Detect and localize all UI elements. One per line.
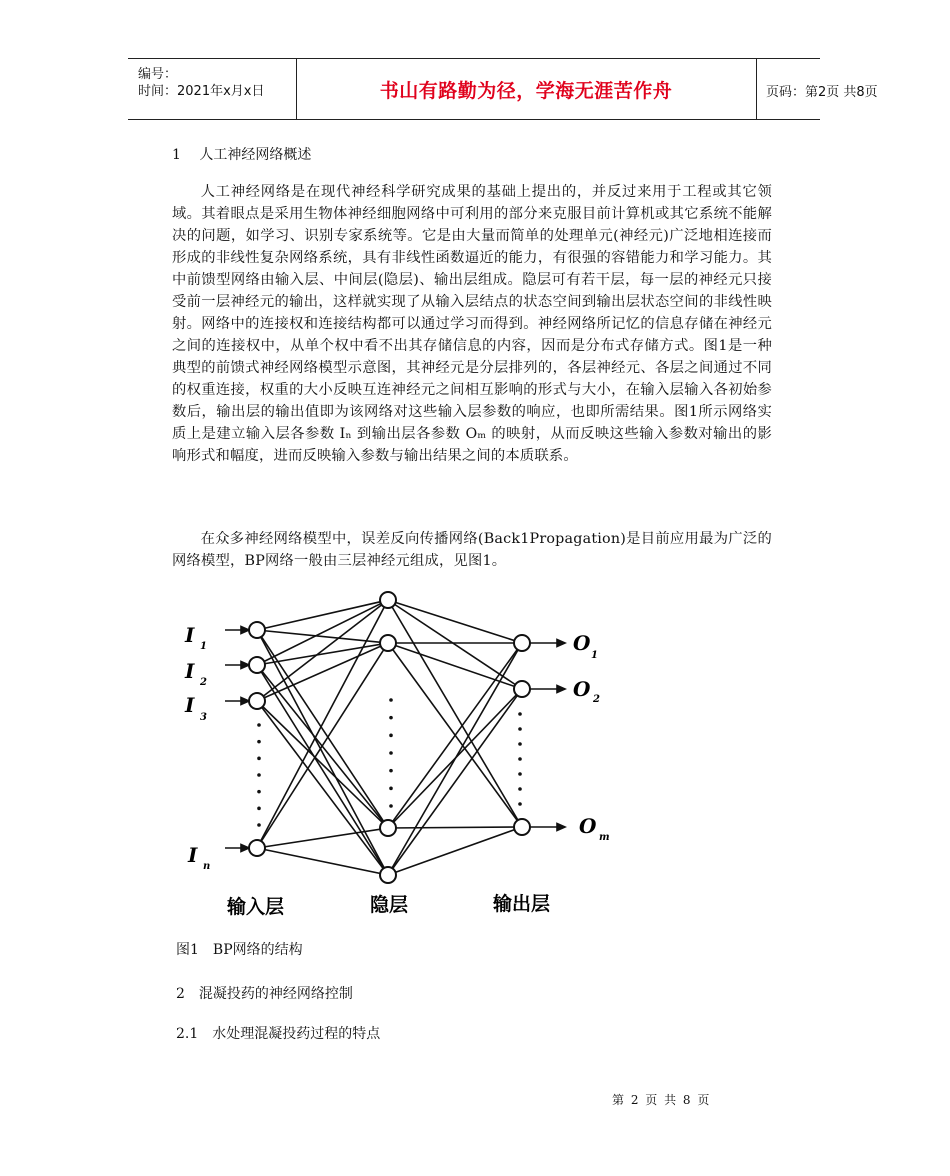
connection-line: [388, 600, 522, 689]
time-label: 时间：2021年x月x日: [138, 84, 265, 99]
ellipsis-dot: [257, 723, 261, 727]
input-arrow-head: [241, 662, 249, 669]
bp-network-diagram: [175, 578, 625, 928]
connection-line: [388, 827, 522, 875]
ellipsis-dots: [257, 698, 522, 827]
page-footer: 第 2 页 共 8 页: [612, 1093, 710, 1107]
section-2-title: 2 混凝投药的神经网络控制: [176, 986, 353, 1002]
ellipsis-dot: [389, 734, 393, 738]
ellipsis-dot: [389, 698, 393, 702]
input-neuron: [249, 657, 265, 673]
output-arrow-head: [557, 824, 565, 831]
input-sub-n: n: [203, 861, 211, 872]
input-label-3: I: [185, 693, 195, 717]
ellipsis-dot: [518, 787, 522, 791]
output-label-2: O: [573, 677, 591, 701]
ellipsis-dot: [518, 772, 522, 776]
input-labels: [184, 623, 210, 872]
output-label-1: O: [573, 631, 591, 655]
connection-line: [257, 643, 388, 665]
input-label-n: I: [188, 843, 198, 867]
connection-line: [388, 827, 522, 828]
connection-line: [257, 701, 388, 875]
ellipsis-dot: [518, 742, 522, 746]
connection-line: [257, 643, 388, 701]
output-neuron: [514, 681, 530, 697]
output-labels: [573, 631, 610, 843]
ellipsis-dot: [257, 823, 261, 827]
ellipsis-dot: [257, 773, 261, 777]
hidden-neuron: [380, 592, 396, 608]
input-neuron: [249, 622, 265, 638]
hidden-neuron: [380, 820, 396, 836]
input-sub-1: 1: [200, 641, 207, 652]
connection-line: [257, 643, 388, 848]
ellipsis-dot: [389, 769, 393, 773]
connection-line: [257, 848, 388, 875]
output-neuron: [514, 635, 530, 651]
layer-labels: [226, 892, 550, 918]
input-neuron: [249, 693, 265, 709]
number-label: 编号：: [138, 67, 178, 82]
ellipsis-dot: [518, 757, 522, 761]
output-arrow-head: [557, 686, 565, 693]
ellipsis-dot: [257, 807, 261, 811]
connection-line: [388, 600, 522, 827]
connection-line: [257, 630, 388, 828]
section-2-1-title: 2.1 水处理混凝投药过程的特点: [176, 1026, 381, 1042]
paragraph-2: 在众多神经网络模型中，误差反向传播网络(Back1Propagation)是目前应用最为广泛的网络模型，BP网络一般由三层神经元组成，见图1。: [172, 531, 772, 569]
ellipsis-dot: [389, 751, 393, 755]
connection-line: [388, 689, 522, 875]
ellipsis-dot: [257, 790, 261, 794]
output-arrow-head: [557, 640, 565, 647]
input-arrow-head: [241, 845, 249, 852]
input-label-2: I: [185, 659, 195, 683]
ellipsis-dot: [257, 740, 261, 744]
connection-line: [388, 643, 522, 875]
input-layer-label: 输入层: [227, 896, 285, 918]
output-sub-1: 1: [591, 650, 598, 661]
header-motto: 书山有路勤为径，学海无涯苦作舟: [296, 59, 757, 119]
connection-line: [388, 600, 522, 643]
figure-caption: 图1 BP网络的结构: [176, 942, 303, 958]
input-sub-2: 2: [200, 677, 207, 688]
connection-line: [257, 701, 388, 828]
page-header: [128, 58, 878, 120]
input-arrow-head: [241, 698, 249, 705]
output-sub-2: 2: [593, 694, 600, 705]
ellipsis-dot: [257, 757, 261, 761]
input-label-1: I: [185, 623, 195, 647]
header-meta-cell: [128, 59, 297, 119]
ellipsis-dot: [518, 727, 522, 731]
input-sub-3: 3: [200, 712, 207, 723]
connection-line: [257, 665, 388, 875]
ellipsis-dot: [518, 712, 522, 716]
output-sub-m: m: [599, 832, 610, 843]
ellipsis-dot: [389, 716, 393, 720]
input-arrow-head: [241, 627, 249, 634]
ellipsis-dot: [389, 787, 393, 791]
hidden-neuron: [380, 867, 396, 883]
output-label-m: O: [579, 814, 597, 838]
output-neuron: [514, 819, 530, 835]
connection-line: [388, 643, 522, 689]
ellipsis-dot: [518, 802, 522, 806]
section-1-title: 1 人工神经网络概述: [172, 147, 312, 163]
ellipsis-dot: [389, 804, 393, 808]
output-layer-label: 输出层: [493, 893, 551, 915]
page-code: 页码：第2页 共8页: [766, 85, 878, 100]
paragraph-1: 人工神经网络是在现代神经科学研究成果的基础上提出的，并反过来用于工程或其它领域。其着眼点是采用生物体神经细胞网络中可利用的部分来克服目前计算机或其它系统不能解决的问题，如学习、识别专家系统等。它是由大量而简单的处理单元(神经元)广泛地相连接而形成的非线性复杂网络系统，具有非线性函数逼近的能力，有很强的容错能力和学习能力。其中前馈型网络由输入层、中间层(隐层)、输出层组成。隐层可有若干层，每一层的神经元只接受前一层神经元的输出，这样就实现了从输入层结点的状态空间到输出层状态空间的非线性映射。网络中的连接权和连接结构都可以通过学习而得到。神经网络所记忆的信息存储在神经元之间的连接权中，从单个权中看不出其存储信息的内容，因而是分布式存储方式。图1是一种典型的前馈式神经网络模型示意图，其神经元是分层排列的，各层神经元、各层之间通过不同的权重连接，权重的大小反映互连神经元之间相互影响的形式与大小，在输入层输入各初始参数后，输出层的输出值即为该网络对这些输入层参数的响应，也即所需结果。图1所示网络实质上是建立输入层各参数 Iₙ 到输出层各参数 Oₘ 的映射，从而反映这些输入参数对输出的影响形式和幅度，进而反映输入参数与输出结果之间的本质联系。: [172, 184, 772, 464]
header-page-cell: [756, 59, 878, 119]
input-neuron: [249, 840, 265, 856]
hidden-neuron: [380, 635, 396, 651]
hidden-layer-label: 隐层: [370, 894, 409, 916]
